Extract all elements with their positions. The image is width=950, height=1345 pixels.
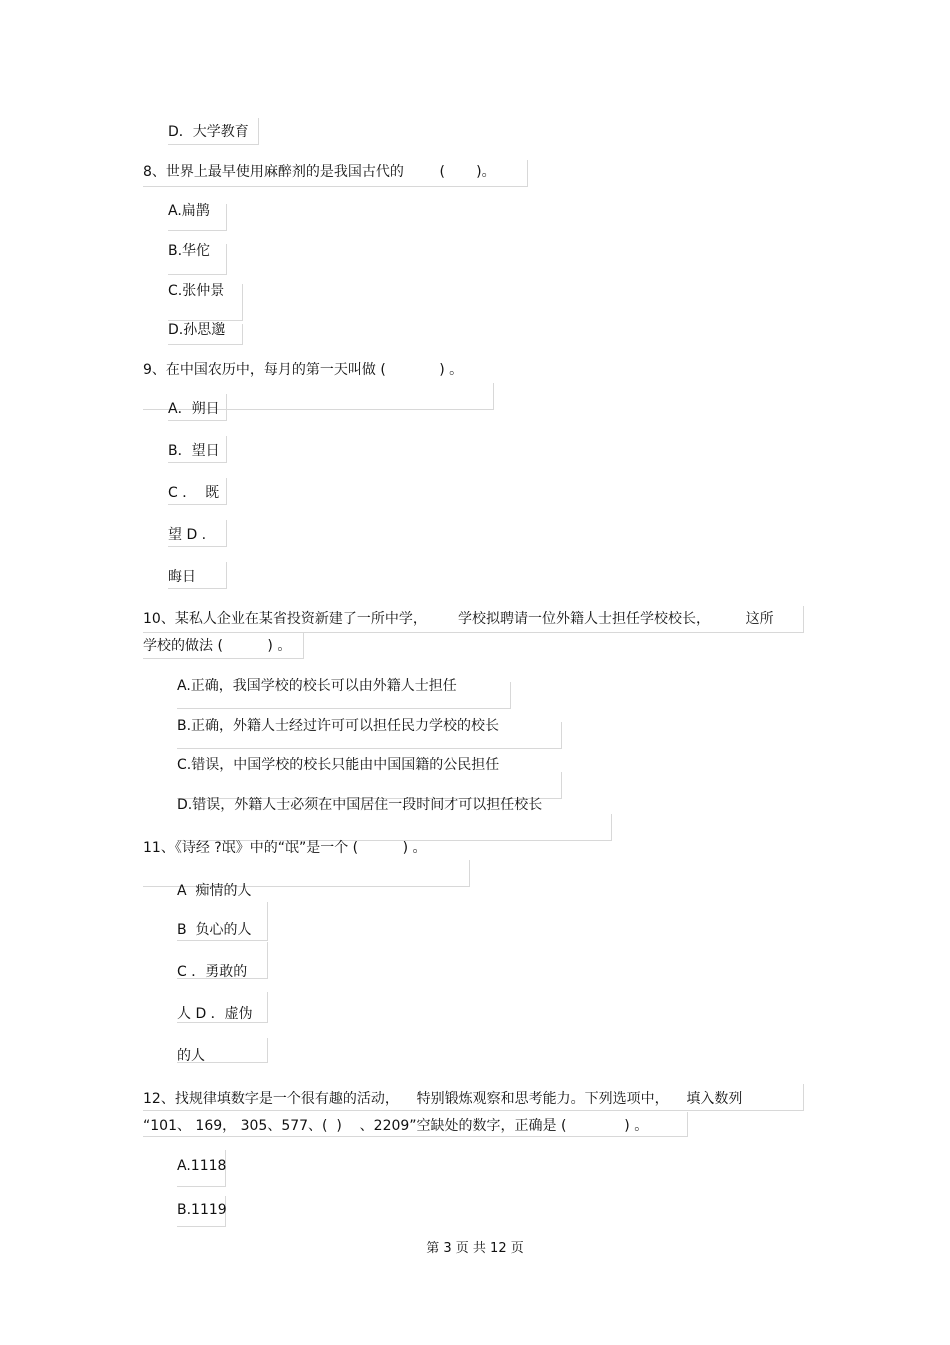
q11-option-d: 的人 (177, 1048, 205, 1064)
q11-option-c: C ．勇敢的 (177, 964, 248, 980)
q9-option-c: C ． 既 (168, 485, 220, 501)
q9-stem: 9、在中国农历中，每月的第一天叫做 ( ) 。 (143, 362, 464, 378)
q10-stem-line1: 10、某私人企业在某省投资新建了一所中学， 学校拟聘请一位外籍人士担任学校校长， 这所 (143, 611, 774, 627)
q9-option-a: A．朔日 (168, 401, 220, 417)
q8-option-b: B.华佗 (168, 243, 211, 259)
box (177, 772, 562, 799)
q10-stem-line2: 学校的做法 ( ) 。 (143, 638, 292, 654)
q8-option-d: D.孙思邈 (168, 322, 226, 338)
q12-option-a: A.1118 (177, 1158, 227, 1174)
q10-option-b: B.正确，外籍人士经过许可可以担任民力学校的校长 (177, 718, 500, 734)
q12-stem-line1: 12、找规律填数字是一个很有趣的活动， 特别锻炼观察和思考能力。下列选项中， 填入数列 (143, 1091, 743, 1107)
q11-option-a: A 痴情的人 (177, 883, 252, 899)
q8-option-c: C.张仲景 (168, 283, 225, 299)
q12-stem-line2: “101、 169， 305、577、( ) 、2209”空缺处的数字，正确是 ( ) 。 (143, 1118, 649, 1134)
page-footer: 第 3 页 共 12 页 (426, 1241, 524, 1256)
q11-stem: 11、《诗经 ?氓》中的“氓”是一个 ( ) 。 (143, 840, 427, 856)
q7-option-d: D．大学教育 (168, 124, 249, 140)
box (177, 814, 612, 841)
q10-option-d: D.错误，外籍人士必须在中国居住一段时间才可以担任校长 (177, 797, 543, 813)
q10-option-a: A.正确，我国学校的校长可以由外籍人士担任 (177, 678, 457, 694)
q9-option-d: 晦日 (168, 569, 196, 585)
q8-stem: 8、世界上最早使用麻醉剂的是我国古代的 ( )。 (143, 164, 496, 180)
q10-option-c: C.错误，中国学校的校长只能由中国国籍的公民担任 (177, 757, 500, 773)
q11-option-cd: 人 D ．虚伪 (177, 1006, 253, 1022)
q12-option-b: B.1119 (177, 1202, 227, 1218)
q9-option-b: B．望日 (168, 443, 220, 459)
q9-option-cd: 望 D . (168, 527, 207, 543)
q8-option-a: A.扁鹊 (168, 203, 210, 219)
q11-option-b: B 负心的人 (177, 922, 252, 938)
